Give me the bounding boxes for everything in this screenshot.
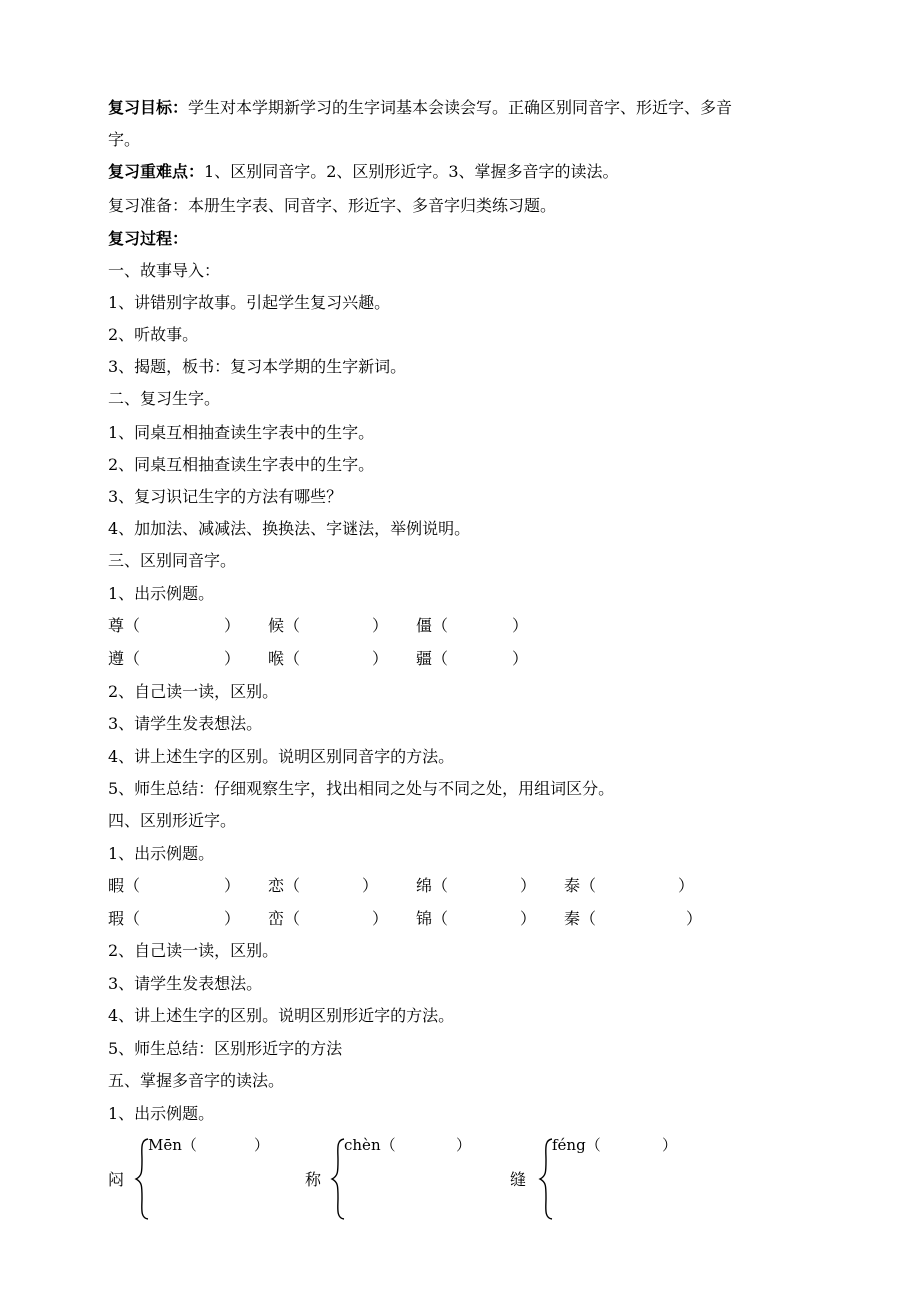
answer-paren-close: ）: [662, 1136, 678, 1154]
list-item: 2、自己读一读，区别。: [108, 682, 279, 701]
answer-paren-close: ）: [362, 876, 379, 895]
answer-paren-close: ）: [456, 1136, 472, 1154]
list-item: 3、请学生发表想法。: [108, 714, 263, 733]
difficulty-label: 复习重难点：: [108, 162, 205, 181]
list-item: 1、出示例题。: [108, 1104, 215, 1123]
answer-paren-close: ）: [224, 616, 241, 635]
goal-text: 学生对本学期新学习的生字词基本会读会写。正确区别同音字、形近字、多音: [188, 98, 733, 117]
list-item: 2、同桌互相抽查读生字表中的生字。: [108, 455, 375, 474]
section-1-title: 一、故事导入：: [108, 261, 221, 280]
answer-paren-close: ）: [372, 909, 389, 928]
list-item: 2、听故事。: [108, 325, 199, 344]
answer-paren-close: ）: [224, 909, 241, 928]
section-2-title: 二、复习生字。: [108, 389, 221, 408]
polyphone-char: 称: [305, 1170, 322, 1189]
exercise-char: 暇（: [108, 876, 141, 895]
list-item: 1、出示例题。: [108, 844, 215, 863]
exercise-char: 僵（: [416, 616, 449, 635]
answer-paren-close: ）: [686, 909, 703, 928]
pinyin-reading: chèn（: [344, 1136, 396, 1154]
pinyin-reading: Mēn（: [148, 1136, 197, 1154]
list-item: 5、师生总结：区别形近字的方法: [108, 1039, 343, 1058]
exercise-char: 遵（: [108, 649, 141, 668]
section-5-title: 五、掌握多音字的读法。: [108, 1071, 285, 1090]
exercise-char: 绵（: [416, 876, 449, 895]
exercise-char: 尊（: [108, 616, 141, 635]
list-item: 4、讲上述生字的区别。说明区别同音字的方法。: [108, 747, 455, 766]
goal-line: [108, 98, 732, 118]
exercise-char: 候（: [268, 616, 301, 635]
list-item: 2、自己读一读，区别。: [108, 941, 279, 960]
goal-text-continued: 字。: [108, 130, 141, 149]
list-item: 5、师生总结：仔细观察生字，找出相同之处与不同之处，用组词区分。: [108, 779, 615, 798]
section-3-title: 三、区别同音字。: [108, 551, 237, 570]
exercise-char: 喉（: [268, 649, 301, 668]
answer-paren-close: ）: [224, 649, 241, 668]
exercise-char: 峦（: [268, 909, 301, 928]
list-item: 4、加加法、减减法、换换法、字谜法，举例说明。: [108, 519, 471, 538]
list-item: 3、复习识记生字的方法有哪些？: [108, 487, 343, 506]
section-4-title: 四、区别形近字。: [108, 811, 237, 830]
answer-paren-close: ）: [372, 616, 389, 635]
answer-paren-close: ）: [678, 876, 695, 895]
exercise-char: 锦（: [416, 909, 449, 928]
answer-paren-close: ）: [512, 616, 529, 635]
list-item: 4、讲上述生字的区别。说明区别形近字的方法。: [108, 1006, 455, 1025]
list-item: 1、出示例题。: [108, 584, 215, 603]
difficulty-text: 1、区别同音字。2、区别形近字。3、掌握多音字的读法。: [204, 162, 619, 181]
exercise-char: 恋（: [268, 876, 301, 895]
exercise-char: 疆（: [416, 649, 449, 668]
polyphone-char: 闷: [108, 1170, 125, 1189]
process-label: 复习过程：: [108, 229, 189, 248]
exercise-char: 瑕（: [108, 909, 141, 928]
list-item: 3、揭题，板书：复习本学期的生字新词。: [108, 357, 407, 376]
answer-paren-close: ）: [372, 649, 389, 668]
answer-paren-close: ）: [520, 876, 537, 895]
prep-line: 复习准备：本册生字表、同音字、形近字、多音字归类练习题。: [108, 196, 557, 215]
answer-paren-close: ）: [254, 1136, 270, 1154]
answer-paren-close: ）: [224, 876, 241, 895]
goal-label: 复习目标：: [108, 98, 189, 117]
list-item: 3、请学生发表想法。: [108, 974, 263, 993]
answer-paren-close: ）: [520, 909, 537, 928]
difficulty-line: [108, 162, 619, 182]
exercise-char: 秦（: [564, 909, 597, 928]
list-item: 1、同桌互相抽查读生字表中的生字。: [108, 423, 375, 442]
exercise-char: 泰（: [564, 876, 597, 895]
polyphone-char: 缝: [510, 1170, 527, 1189]
answer-paren-close: ）: [512, 649, 529, 668]
list-item: 1、讲错别字故事。引起学生复习兴趣。: [108, 293, 391, 312]
pinyin-reading: féng（: [552, 1136, 601, 1154]
